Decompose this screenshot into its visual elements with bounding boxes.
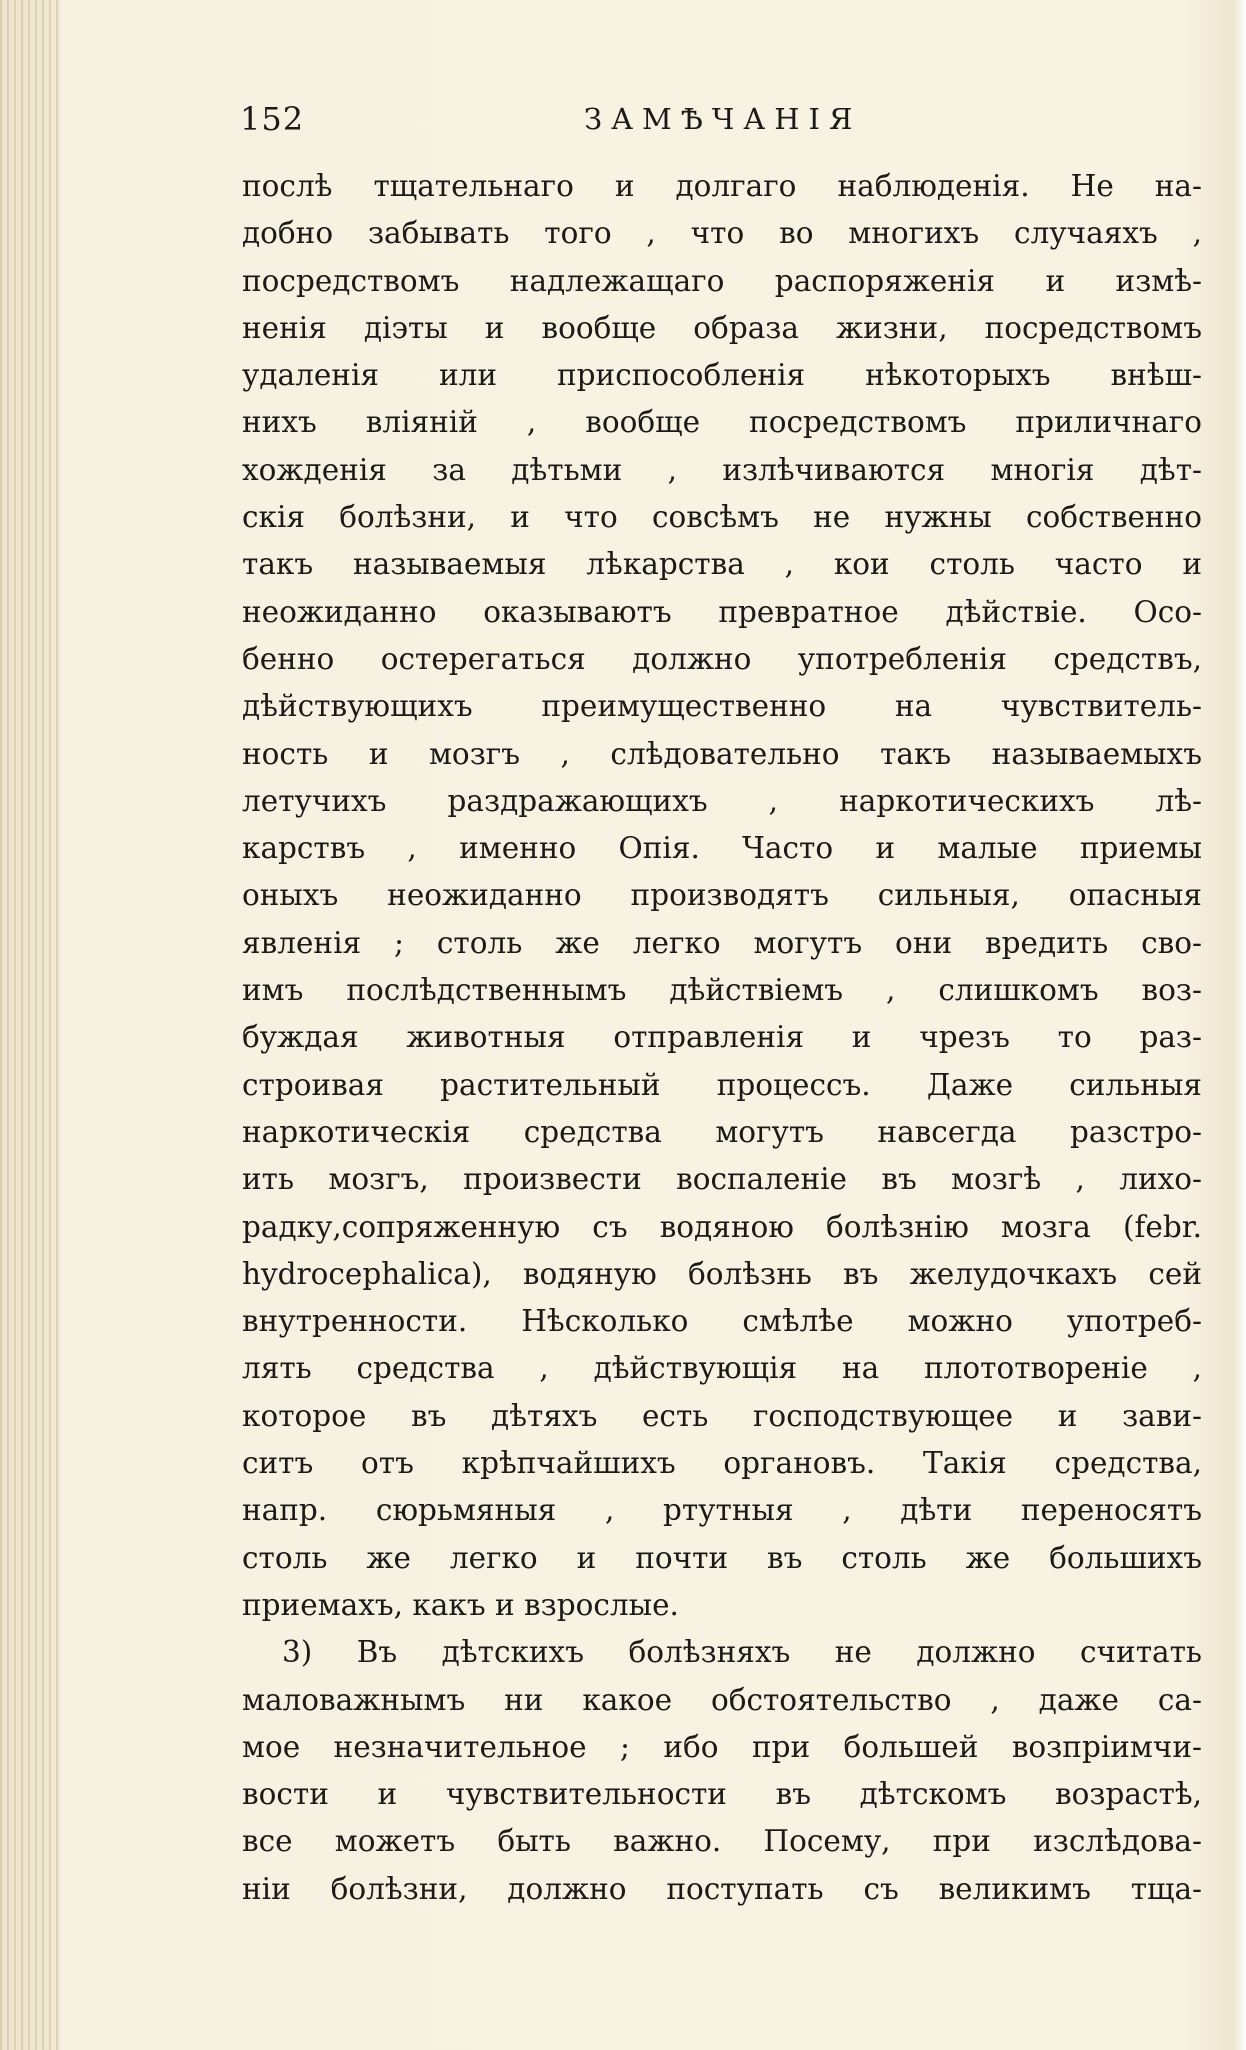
text-line: ситъ отъ крѣпчайшихъ органовъ. Такія средства, (242, 1446, 1202, 1481)
text-line: напр. сюрьмяныя , ртутныя , дѣти переносятъ (242, 1493, 1202, 1528)
text-line: явленія ; столь же легко могутъ они вредить сво- (242, 925, 1202, 960)
text-line: столь же легко и почти въ столь же большихъ (242, 1540, 1202, 1575)
page-number: 152 (240, 100, 305, 138)
text-line: которое въ дѣтяхъ есть господствующее и зави- (242, 1398, 1202, 1433)
text-line: ніи болѣзни, должно поступать съ великимъ тща- (242, 1871, 1202, 1906)
text-line: ить мозгъ, произвести воспаленіе въ мозгѣ , лихо- (242, 1162, 1202, 1197)
text-line: бенно остерегаться должно употребленія средствъ, (242, 641, 1202, 676)
page-header (240, 100, 1200, 150)
text-line: 3) Въ дѣтскихъ болѣзняхъ не должно считать (282, 1635, 1202, 1670)
text-line: удаленія или приспособленія нѣкоторыхъ внѣш- (242, 358, 1202, 393)
text-line: дѣйствующихъ преимущественно на чувствитель- (242, 689, 1202, 724)
text-line: добно забывать того , что во многихъ случаяхъ , (242, 216, 1202, 251)
text-line: строивая растительный процессъ. Даже сильныя (242, 1067, 1202, 1102)
text-line: летучихъ раздражающихъ , наркотическихъ лѣ- (242, 783, 1202, 818)
text-line: нихъ вліяній , вообще посредствомъ приличнаго (242, 405, 1202, 440)
text-line: оныхъ неожиданно производятъ сильныя, опасныя (242, 878, 1202, 913)
text-line: карствъ , именно Опія. Часто и малые приемы (242, 831, 1202, 866)
page-gutter (0, 0, 60, 2050)
text-line: имъ послѣдственнымъ дѣйствіемъ , слишкомъ воз- (242, 973, 1202, 1008)
text-line: ность и мозгъ , слѣдовательно такъ называемыхъ (242, 736, 1202, 771)
text-line: внутренности. Нѣсколько смѣлѣе можно употреб- (242, 1304, 1202, 1339)
page-edge (1234, 0, 1246, 2050)
text-line: hydrocephalica), водяную болѣзнь въ желудочкахъ сей (242, 1256, 1202, 1291)
text-line: хожденія за дѣтьми , излѣчиваются многія дѣт- (242, 452, 1202, 487)
text-line: радку,сопряженную съ водяною болѣзнію мозга (febr. (242, 1209, 1202, 1244)
text-line: ненія діэты и вообще образа жизни, посредствомъ (242, 310, 1202, 345)
body-text (242, 163, 1202, 1913)
text-line: мое незначительное ; ибо при большей возпріимчи- (242, 1729, 1202, 1764)
text-line: маловажнымъ ни какое обстоятельство , даже са- (242, 1682, 1202, 1717)
text-line: скія болѣзни, и что совсѣмъ не нужны собственно (242, 500, 1202, 535)
text-line: все можетъ быть важно. Посему, при изслѣдова- (242, 1824, 1202, 1859)
text-line: лять средства , дѣйствующія на плототвореніе , (242, 1351, 1202, 1386)
text-line: вости и чувствительности въ дѣтскомъ возрастѣ, (242, 1777, 1202, 1812)
text-line: наркотическія средства могутъ навсегда разстро- (242, 1114, 1202, 1149)
text-line: буждая животныя отправленія и чрезъ то раз- (242, 1020, 1202, 1055)
text-line: посредствомъ надлежащаго распоряженія и измѣ- (242, 263, 1202, 298)
text-line: приемахъ, какъ и взрослые. (242, 1587, 679, 1622)
text-line: послѣ тщательнаго и долгаго наблюденія. Не на- (242, 169, 1202, 203)
text-line: такъ называемыя лѣкарства , кои столь часто и (242, 547, 1202, 582)
running-title: ЗАМѢЧАНІЯ (584, 102, 862, 136)
text-line: неожиданно оказываютъ превратное дѣйствіе. Осо- (242, 594, 1202, 629)
